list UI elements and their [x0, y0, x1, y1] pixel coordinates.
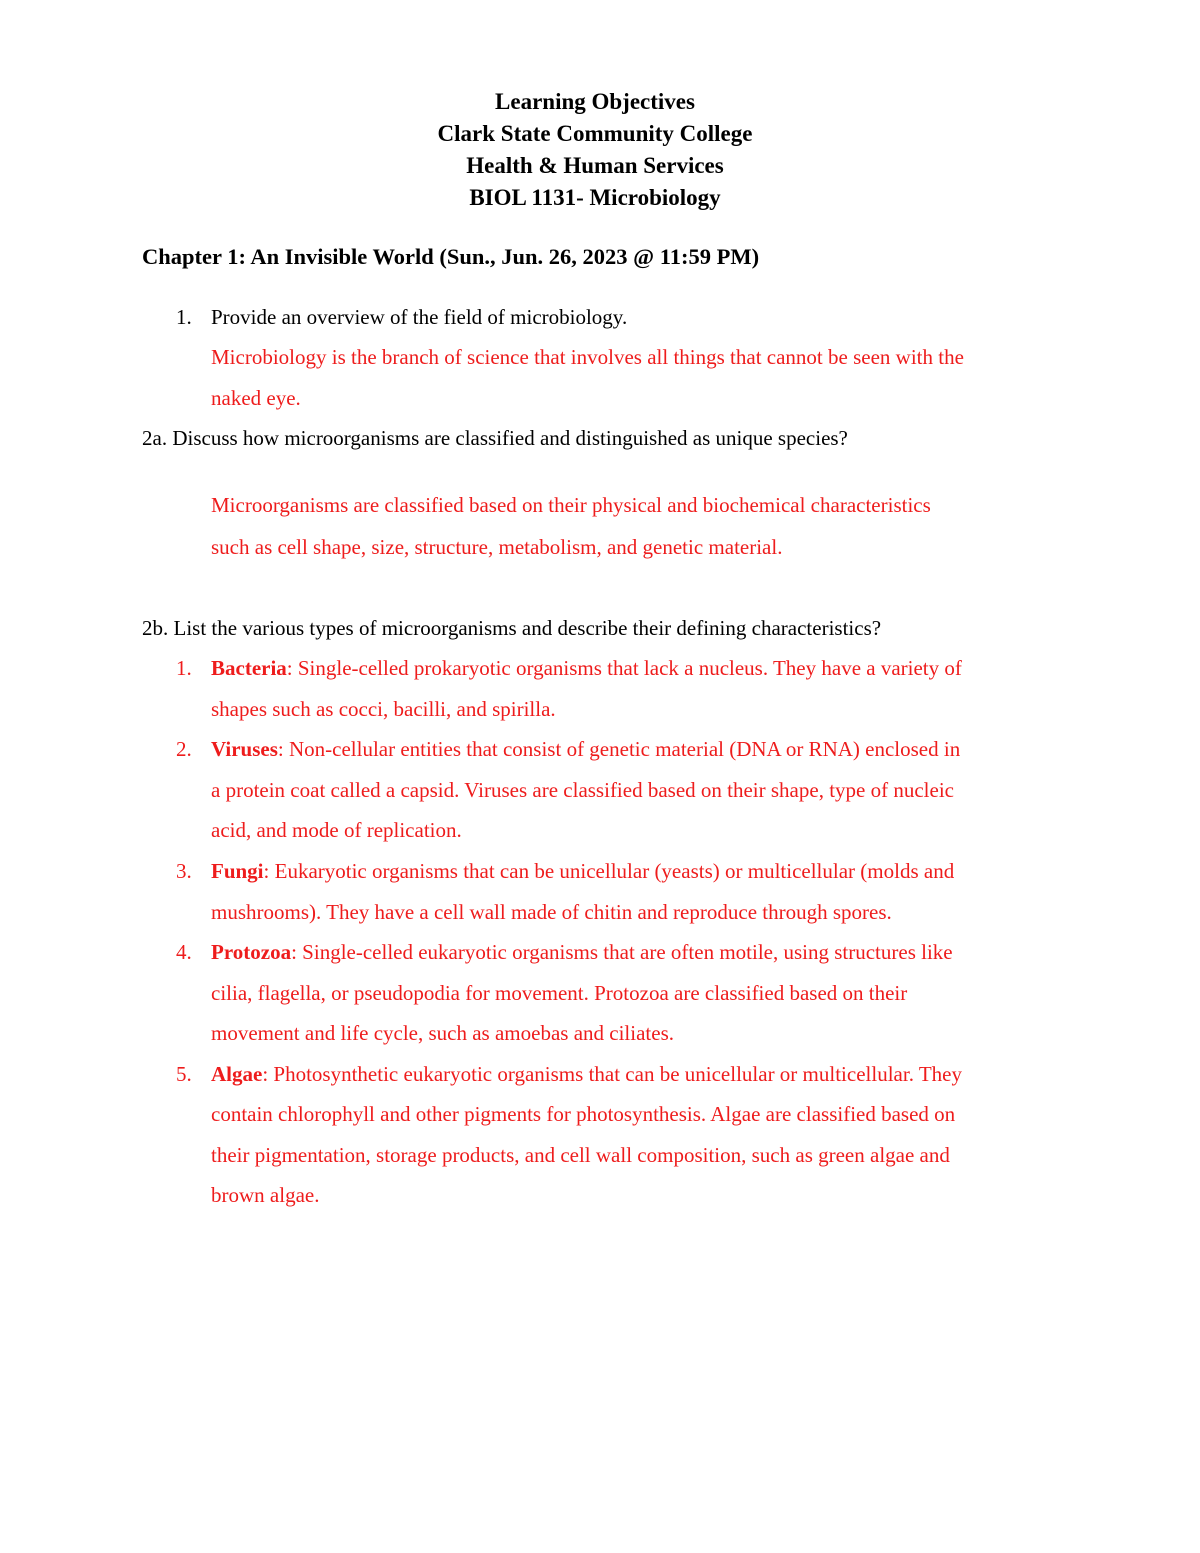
list-item-viruses	[211, 735, 960, 763]
term-bacteria: Bacteria	[211, 656, 287, 680]
q2a-answer-line: Microorganisms are classified based on their physical and biochemical characteristics	[211, 493, 931, 517]
list-item-protozoa	[211, 938, 953, 966]
department-name: Health & Human Services	[466, 153, 724, 178]
q1-number: 1.	[176, 305, 192, 329]
definition-line: their pigmentation, storage products, and cell wall composition, such as green algae and	[211, 1143, 950, 1167]
list-item-number: 2.	[176, 737, 192, 761]
list-item-number: 5.	[176, 1062, 192, 1086]
definition-text: : Eukaryotic organisms that can be unicellular (yeasts) or multicellular (molds and	[263, 859, 955, 883]
list-item-fungi	[211, 857, 954, 885]
list-item-number: 4.	[176, 940, 192, 964]
college-name: Clark State Community College	[437, 121, 753, 146]
list-item-number: 3.	[176, 859, 192, 883]
q1-answer-line: Microbiology is the branch of science that involves all things that cannot be seen with the	[211, 345, 964, 369]
term-viruses: Viruses	[211, 737, 278, 761]
q2b-question: 2b. List the various types of microorganisms and describe their defining characteristics?	[142, 616, 882, 640]
definition-line: shapes such as cocci, bacilli, and spirilla.	[211, 697, 556, 721]
definition-text: : Photosynthetic eukaryotic organisms that can be unicellular or multicellular. They	[262, 1062, 962, 1086]
q1-answer-line: naked eye.	[211, 386, 301, 410]
definition-text: : Non-cellular entities that consist of genetic material (DNA or RNA) enclosed in	[277, 737, 961, 761]
definition-line: contain chlorophyll and other pigments for photosynthesis. Algae are classified based on	[211, 1102, 956, 1126]
q1-question: Provide an overview of the field of microbiology.	[211, 305, 628, 329]
definition-line: acid, and mode of replication.	[211, 818, 462, 842]
term-fungi: Fungi	[211, 859, 264, 883]
doc-title: Learning Objectives	[495, 89, 695, 114]
definition-line: brown algae.	[211, 1183, 320, 1207]
list-item-algae	[211, 1060, 962, 1088]
q2a-question: 2a. Discuss how microorganisms are classified and distinguished as unique species?	[142, 426, 848, 450]
chapter-heading: Chapter 1: An Invisible World (Sun., Jun. 26, 2023 @ 11:59 PM)	[142, 244, 760, 269]
term-protozoa: Protozoa	[211, 940, 292, 964]
definition-line: cilia, flagella, or pseudopodia for movement. Protozoa are classified based on their	[211, 981, 908, 1005]
definition-text: : Single-celled prokaryotic organisms that lack a nucleus. They have a variety of	[286, 656, 962, 680]
definition-text: : Single-celled eukaryotic organisms that are often motile, using structures like	[291, 940, 953, 964]
term-algae: Algae	[211, 1062, 263, 1086]
list-item-bacteria	[211, 654, 962, 682]
definition-line: a protein coat called a capsid. Viruses are classified based on their shape, type of nucleic	[211, 778, 954, 802]
course-name: BIOL 1131- Microbiology	[469, 185, 721, 210]
definition-line: mushrooms). They have a cell wall made of chitin and reproduce through spores.	[211, 900, 892, 924]
list-item-number: 1.	[176, 656, 192, 680]
definition-line: movement and life cycle, such as amoebas and ciliates.	[211, 1021, 674, 1045]
q2a-answer-line: such as cell shape, size, structure, metabolism, and genetic material.	[211, 535, 783, 559]
